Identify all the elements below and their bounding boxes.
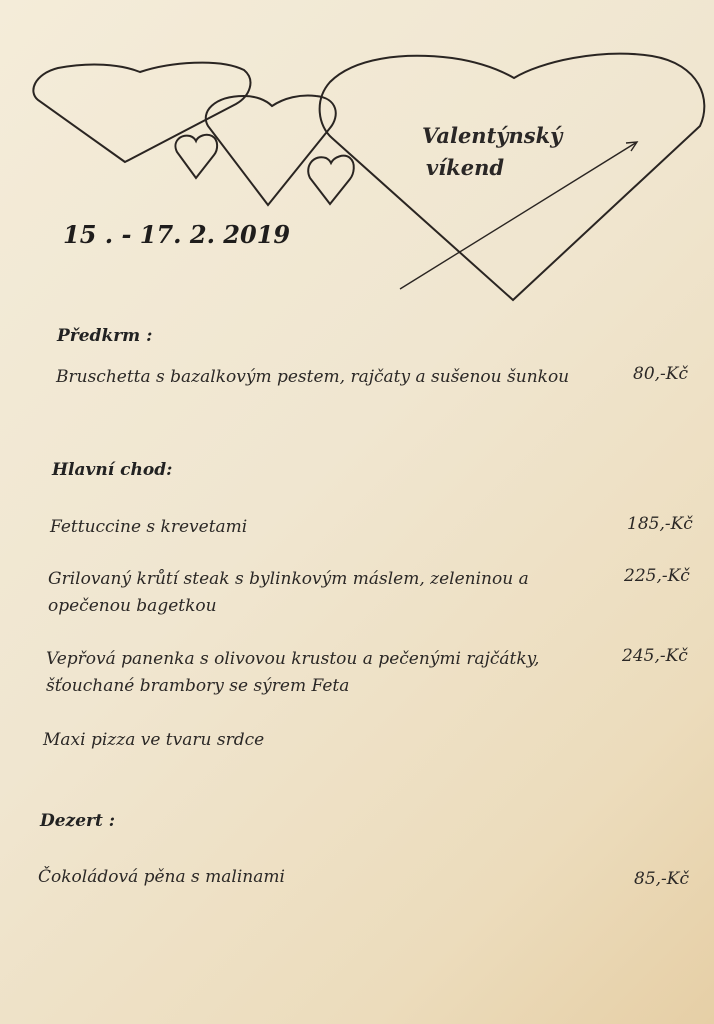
title-line-2: víkend	[426, 155, 505, 180]
menu-item-main-2	[48, 566, 529, 620]
menu-item-name: Čokoládová pěna s malinami	[38, 867, 285, 887]
page-title	[422, 120, 562, 184]
menu-item-starter-1	[56, 364, 569, 391]
menu-item-name: Maxi pizza ve tvaru srdce	[43, 730, 265, 750]
menu-item-price: 185,-Kč	[627, 514, 693, 534]
menu-item-price: 85,-Kč	[634, 869, 690, 889]
menu-item-main-3	[46, 646, 539, 700]
menu-item-price: 225,-Kč	[624, 566, 690, 586]
section-heading-starter: Předkrm :	[57, 326, 153, 346]
menu-item-price: 245,-Kč	[622, 646, 688, 666]
menu-item-main-4	[43, 727, 264, 754]
menu-item-price: 80,-Kč	[633, 364, 689, 384]
menu-item-main-1	[50, 514, 247, 541]
section-heading-dessert: Dezert :	[40, 811, 116, 831]
menu-item-name: Bruschetta s bazalkovým pestem, rajčaty a sušenou šunkou	[56, 367, 570, 387]
event-date: 15 . - 17. 2. 2019	[63, 220, 291, 249]
middle-heart-icon	[206, 95, 336, 205]
hearts-decoration	[0, 0, 714, 310]
menu-item-name: Fettuccine s krevetami	[50, 517, 248, 537]
menu-item-name: Grilovaný krůtí steak s bylinkovým máslem, zeleninou a opečenou bagetkou	[48, 569, 529, 616]
small-heart-1-icon	[175, 135, 217, 178]
section-heading-main: Hlavní chod:	[52, 460, 173, 480]
menu-item-dessert-1	[38, 864, 285, 891]
small-heart-2-icon	[308, 156, 354, 204]
menu-item-name: Vepřová panenka s olivovou krustou a pečenými rajčátky, šťouchané brambory se sýrem Feta	[46, 649, 540, 696]
arrow-head-icon	[626, 142, 637, 151]
title-line-1: Valentýnský	[422, 123, 563, 148]
